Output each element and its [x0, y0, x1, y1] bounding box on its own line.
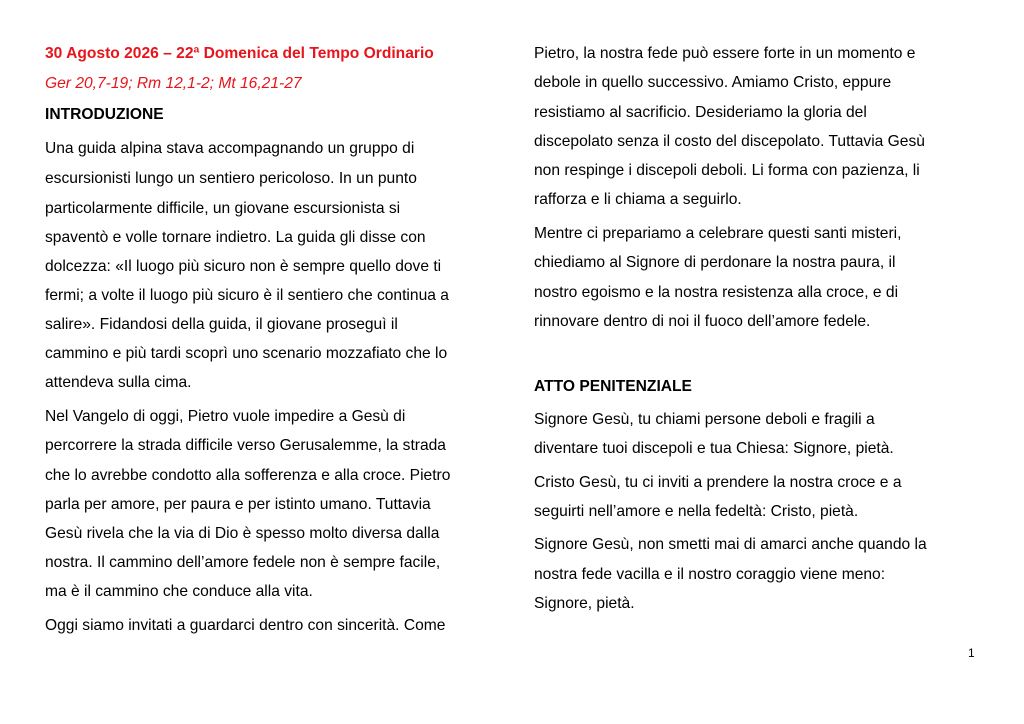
text-line: chiediamo al Signore di perdonare la nostra paura, il: [534, 254, 896, 271]
page-number: 1: [968, 646, 975, 660]
text-line: Signore Gesù, non smetti mai di amarci anche quando la: [534, 536, 927, 553]
text-line: attendeva sulla cima.: [45, 374, 192, 391]
text-line: percorrere la strada difficile verso Gerusalemme, la strada: [45, 437, 446, 454]
text-line: diventare tuoi discepoli e tua Chiesa: Signore, pietà.: [534, 440, 894, 457]
text-line: salire». Fidandosi della guida, il giovane proseguì il: [45, 316, 398, 333]
text-line: rinnovare dentro di noi il fuoco dell’amore fedele.: [534, 313, 871, 330]
text-line: resistiamo al sacrificio. Desideriamo la gloria del: [534, 104, 867, 121]
text-line: Signore Gesù, tu chiami persone deboli e fragili a: [534, 411, 875, 428]
readings-reference: Ger 20,7-19; Rm 12,1-2; Mt 16,21-27: [45, 75, 302, 92]
text-line: debole in quello successivo. Amiamo Cristo, eppure: [534, 74, 892, 91]
text-line: nostro egoismo e la nostra resistenza alla croce, e di: [534, 284, 899, 301]
text-line: fermi; a volte il luogo più sicuro è il sentiero che continua a: [45, 287, 449, 304]
text-line: non respinge i discepoli deboli. Li forma con pazienza, li: [534, 162, 920, 179]
text-line: che lo avrebbe condotto alla sofferenza e alla croce. Pietro: [45, 467, 451, 484]
text-line: rafforza e li chiama a seguirlo.: [534, 191, 742, 208]
text-line: particolarmente difficile, un giovane escursionista si: [45, 200, 401, 217]
text-line: ma è il cammino che conduce alla vita.: [45, 583, 313, 600]
text-line: Signore, pietà.: [534, 595, 635, 612]
text-line: discepolato senza il costo del discepolato. Tuttavia Gesù: [534, 133, 925, 150]
text-line: Mentre ci prepariamo a celebrare questi santi misteri,: [534, 225, 902, 242]
text-line: Gesù rivela che la via di Dio è spesso molto diversa dalla: [45, 525, 440, 542]
text-line: Cristo Gesù, tu ci inviti a prendere la nostra croce e a: [534, 474, 902, 491]
text-line: seguirti nell’amore e nella fedeltà: Cristo, pietà.: [534, 503, 859, 520]
penitential-act-heading: ATTO PENITENZIALE: [534, 378, 692, 395]
text-line: Nel Vangelo di oggi, Pietro vuole impedire a Gesù di: [45, 408, 406, 425]
text-line: nostra fede vacilla e il nostro coraggio viene meno:: [534, 566, 886, 583]
text-line: parla per amore, per paura e per istinto umano. Tuttavia: [45, 496, 431, 513]
text-line: escursionisti lungo un sentiero pericoloso. In un punto: [45, 170, 417, 187]
text-line: Una guida alpina stava accompagnando un gruppo di: [45, 140, 415, 157]
text-line: cammino e più tardi scoprì uno scenario mozzafiato che lo: [45, 345, 448, 362]
text-line: dolcezza: «Il luogo più sicuro non è sempre quello dove ti: [45, 258, 442, 275]
text-line: spaventò e volle tornare indietro. La guida gli disse con: [45, 229, 426, 246]
text-line: Oggi siamo invitati a guardarci dentro con sincerità. Come: [45, 617, 446, 634]
text-line: nostra. Il cammino dell’amore fedele non è sempre facile,: [45, 554, 441, 571]
page-title: 30 Agosto 2026 – 22ª Domenica del Tempo Ordinario: [45, 45, 434, 62]
introduction-heading: INTRODUZIONE: [45, 106, 164, 123]
text-line: Pietro, la nostra fede può essere forte in un momento e: [534, 45, 916, 62]
